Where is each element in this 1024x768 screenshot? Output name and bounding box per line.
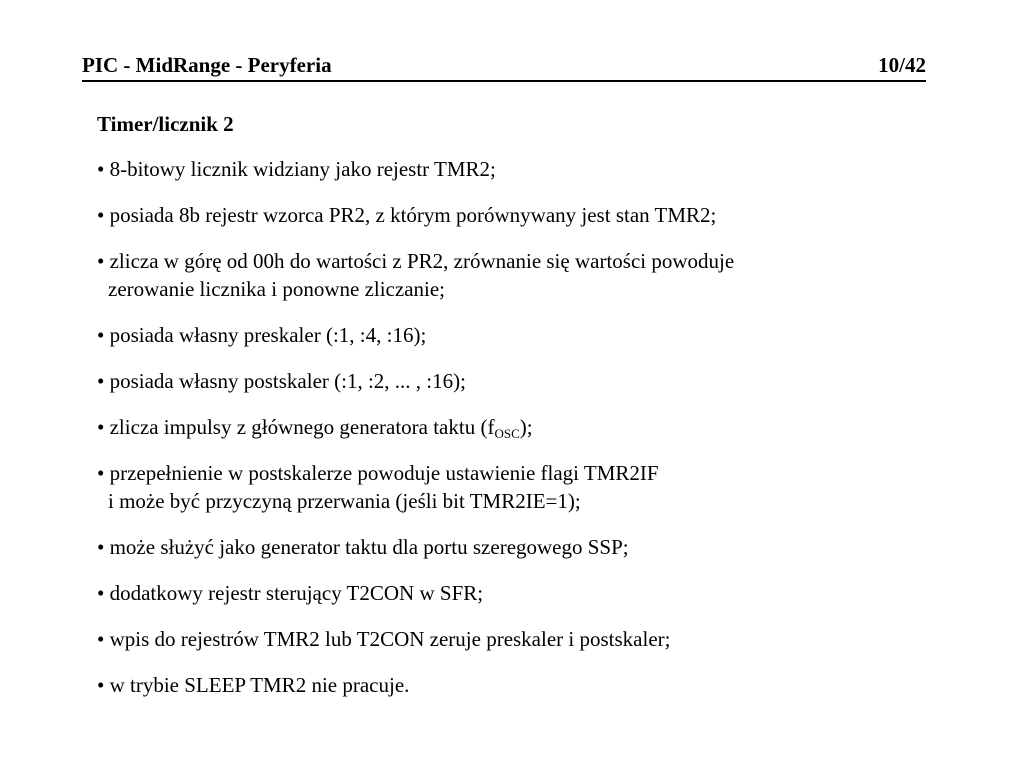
bullet-item bbox=[97, 155, 937, 183]
bullet-text: • zlicza w górę od 00h do wartości z PR2, zrównanie się wartości powoduje bbox=[97, 249, 735, 273]
section-title: Timer/licznik 2 bbox=[97, 112, 234, 136]
bullet-text-after: ); bbox=[519, 415, 533, 439]
bullet-text: • 8-bitowy licznik widziany jako rejestr TMR2; bbox=[97, 157, 496, 181]
bullet-text: • zlicza impulsy z głównego generatora taktu (f bbox=[97, 415, 495, 439]
bullet-item bbox=[97, 459, 937, 515]
bullet-item bbox=[97, 367, 937, 395]
bullet-text: • dodatkowy rejestr sterujący T2CON w SFR; bbox=[97, 581, 484, 605]
bullet-text: • posiada własny preskaler (:1, :4, :16); bbox=[97, 323, 427, 347]
bullet-item bbox=[97, 321, 937, 349]
bullet-item bbox=[97, 671, 937, 699]
page-number: 10/42 bbox=[878, 53, 926, 77]
bullet-text: • posiada 8b rejestr wzorca PR2, z którym porównywany jest stan TMR2; bbox=[97, 203, 717, 227]
bullet-text: • przepełnienie w postskalerze powoduje ustawienie flagi TMR2IF bbox=[97, 461, 659, 485]
bullet-item bbox=[97, 579, 937, 607]
bullet-text: • w trybie SLEEP TMR2 nie pracuje. bbox=[97, 673, 410, 697]
slide-header bbox=[82, 52, 926, 82]
bullet-text: • może służyć jako generator taktu dla portu szeregowego SSP; bbox=[97, 535, 629, 559]
bullet-item bbox=[97, 625, 937, 653]
bullet-continuation: zerowanie licznika i ponowne zliczanie; bbox=[108, 277, 446, 301]
bullet-list bbox=[97, 155, 937, 699]
bullet-text: • posiada własny postskaler (:1, :2, ... , :16); bbox=[97, 369, 466, 393]
bullet-item bbox=[97, 247, 937, 303]
subscript-osc: OSC bbox=[494, 426, 520, 441]
bullet-text: • wpis do rejestrów TMR2 lub T2CON zeruje preskaler i postskaler; bbox=[97, 627, 671, 651]
bullet-item bbox=[97, 413, 937, 441]
header-title: PIC - MidRange - Peryferia bbox=[82, 53, 332, 77]
bullet-item bbox=[97, 201, 937, 229]
bullet-continuation: i może być przyczyną przerwania (jeśli bit TMR2IE=1); bbox=[108, 489, 581, 513]
slide-content bbox=[97, 111, 937, 717]
bullet-item bbox=[97, 533, 937, 561]
